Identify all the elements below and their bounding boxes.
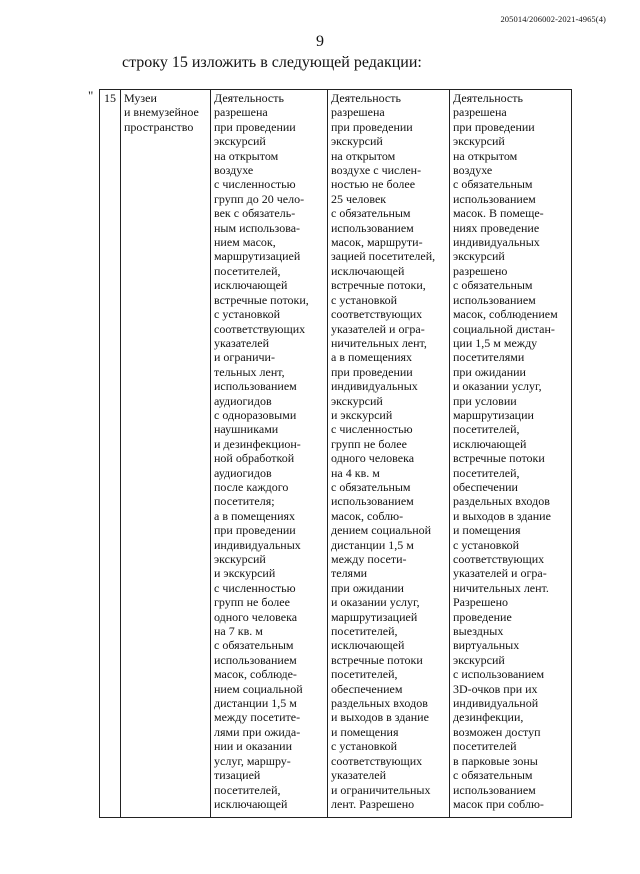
regime-text-1: Деятельность разрешена при проведении экскурсий на открытом воздухе с численностью групп до 20 чело- век с обязатель- ным использова- нием масок, маршрутизацией посетителей, исключающей встречные потоки, с установкой соответствующих указателей и ограничи- тельных лент, использованием аудиогидов с одноразовыми наушниками и дезинфекцион- ной обработкой аудиогидов после каждого посетителя; а в помещениях при проведении индивидуальных экскурсий и экскурсий с численностью групп не более одного человека на 7 кв. м с обязательным использованием масок, соблюде- нием социальной дистанции 1,5 м между посетите- лями при ожида- нии и оказании услуг, маршру- тизацией посетителей, исключающей	[214, 91, 309, 811]
regime-cell-2	[328, 90, 450, 818]
regime-text-3: Деятельность разрешена при проведении экскурсий на открытом воздухе с обязательным использованием масок. В помеще- ниях проведение индивидуальных экскурсий разрешено с обязательным использованием масок, соблюдением социальной дистан- ции 1,5 м между посетителями при ожидании и оказании услуг, при условии маршрутизации посетителей, исключающей встречные потоки посетителей, обеспечении раздельных входов и выходов в здание и помещения с установкой соответствующих указателей и огра- ничительных лент. Разрешено проведение выездных виртуальных экскурсий с использованием 3D-очков при их индивидуальной дезинфекции, возможен доступ посетителей в парковые зоны с обязательным использованием масок при соблю-	[453, 91, 558, 811]
amendment-instruction: строку 15 изложить в следующей редакции:	[122, 54, 422, 71]
table-row	[100, 90, 572, 818]
document-number: 205014/206002-2021-4965(4)	[500, 14, 606, 24]
row-number-cell	[100, 90, 121, 818]
row-number: 15	[104, 91, 116, 105]
regulation-table	[99, 89, 572, 818]
regime-cell-3	[450, 90, 572, 818]
opening-quote-mark: "	[88, 88, 94, 103]
page-number: 9	[316, 33, 324, 50]
regime-cell-1	[211, 90, 328, 818]
category-text: Музеи и внемузейное пространство	[124, 91, 199, 134]
category-cell	[121, 90, 211, 818]
regime-text-2: Деятельность разрешена при проведении экскурсий на открытом воздухе с числен- ностью не более 25 человек с обязательным использованием масок, маршрути- зацией посетителей, исключающей встречные потоки, с установкой соответствующих указателей и огра- ничительных лент, а в помещениях при проведении индивидуальных экскурсий и экскурсий с численностью групп не более одного человека на 4 кв. м с обязательным использованием масок, соблю- дением социальной дистанции 1,5 м между посети- телями при ожидании и оказании услуг, маршрутизацией посетителей, исключающей встречные потоки посетителей, обеспечением раздельных входов и выходов в здание и помещения с установкой соответствующих указателей и ограничительных лент. Разрешено	[331, 91, 436, 811]
